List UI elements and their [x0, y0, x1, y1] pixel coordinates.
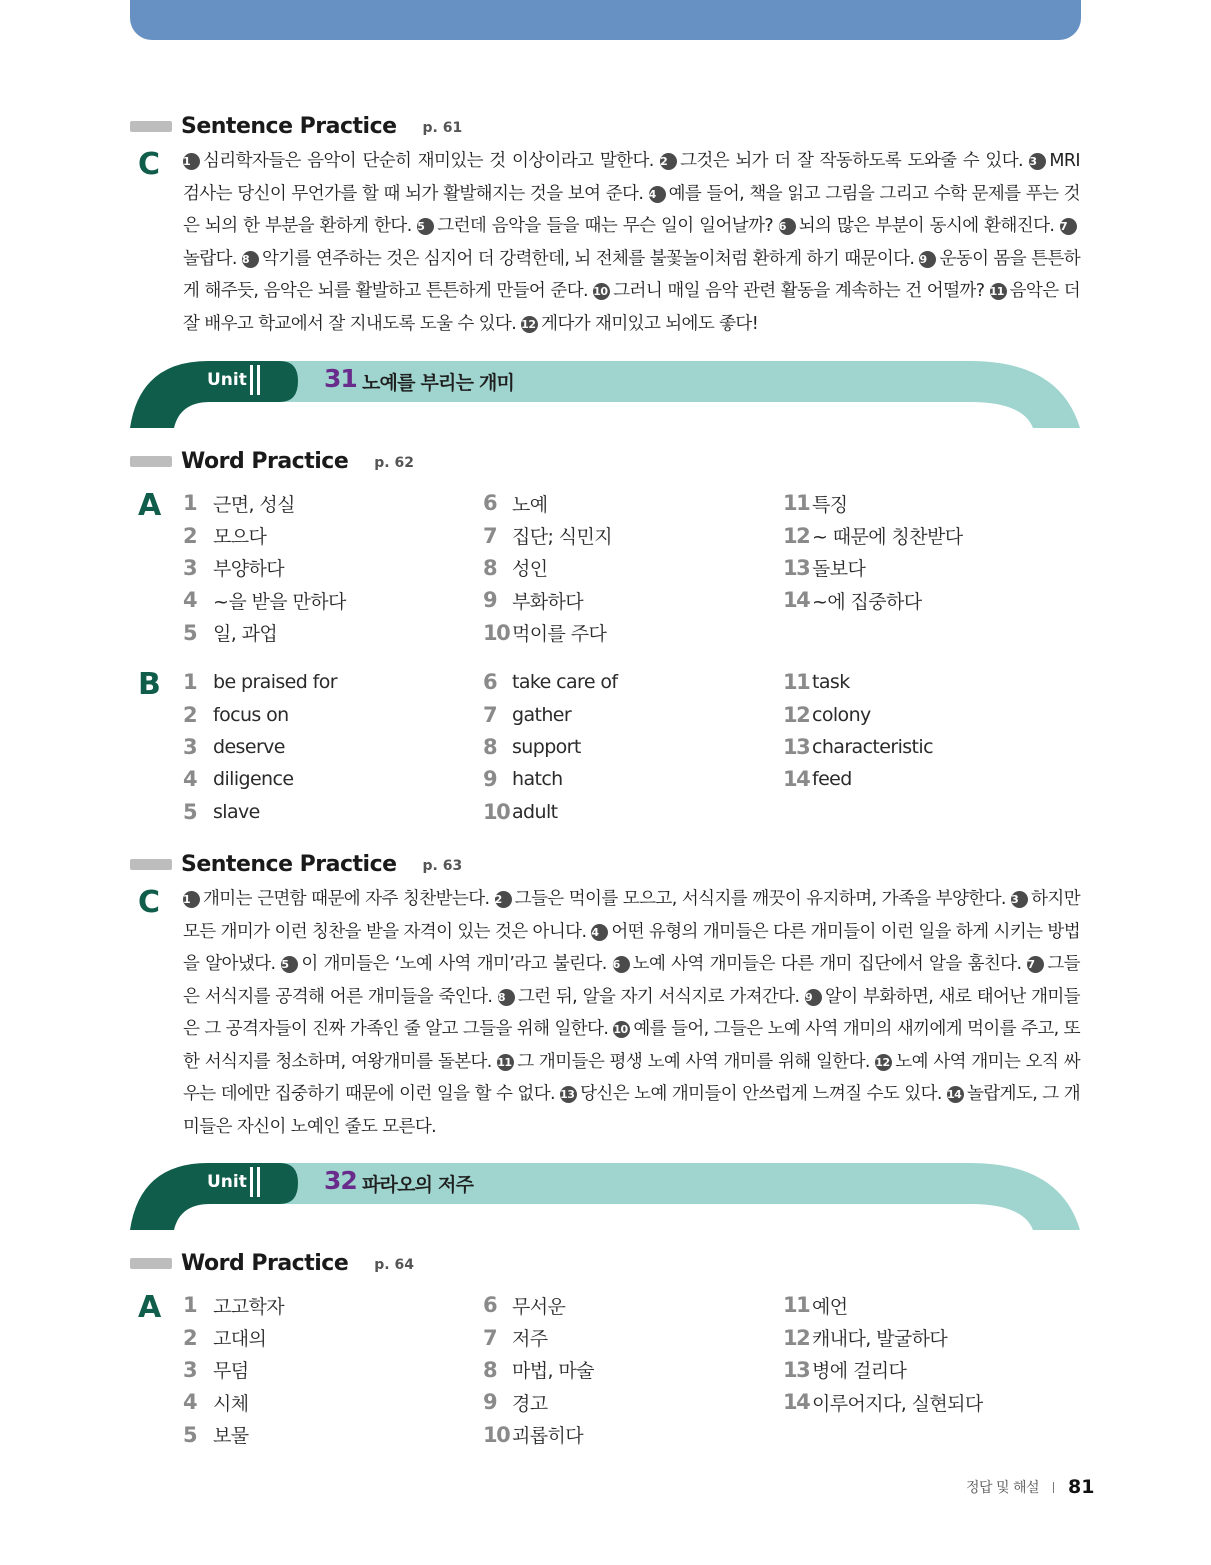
word-item: 5 보물	[183, 1422, 249, 1448]
word-column	[183, 487, 346, 649]
word-column	[483, 1289, 594, 1451]
sentence: 6 노예 사역 개미들은 다른 개미 집단에서 알을 훔친다.	[612, 954, 1022, 974]
sentence: 11 그 개미들은 평생 노예 사역 개미를 위해 일한다.	[497, 1051, 870, 1072]
sentence: 7 그들은 서식지를 공격해 어른 개미들을 죽인다.	[183, 954, 1080, 1007]
word-column	[783, 1289, 983, 1419]
sentence: 8 그런 뒤, 알을 자기 서식지로 가져간다.	[497, 986, 800, 1007]
section-title: Word Practice	[181, 1250, 349, 1276]
sentence: 3 하지만 모든 개미가 이런 칭찬을 받을 자격이 있는 것은 아니다.	[183, 889, 1080, 942]
word-item: 7 집단; 식민지	[483, 523, 613, 549]
word-item: 4 시체	[183, 1390, 249, 1415]
sentence: 9 운동이 몸을 튼튼하게 해주듯, 음악은 뇌를 활발하고 튼튼하게 만들어 준다.	[183, 248, 1081, 301]
section-heading-word-practice-64	[130, 1248, 414, 1278]
circled-number-icon: 11	[990, 283, 1007, 300]
word-item: 12 캐내다, 발굴하다	[783, 1325, 948, 1351]
word-column	[783, 487, 962, 617]
word-item: 13 characteristic	[783, 734, 933, 759]
sentence: 5 그런데 음악을 들을 때는 무슨 일이 일어날까?	[417, 216, 774, 236]
unit-number: 32	[324, 1166, 357, 1195]
heading-bar-icon	[130, 859, 172, 870]
circled-number-icon: 6	[613, 956, 630, 973]
word-item: 8 성인	[483, 555, 548, 581]
heading-bar-icon	[130, 456, 172, 467]
circled-number-icon: 1	[183, 891, 200, 908]
word-item: 1 고고학자	[183, 1293, 285, 1318]
word-item: 10 adult	[483, 799, 558, 824]
word-item: 8 마법, 마술	[483, 1357, 594, 1383]
sentence: 11 음악은 더 잘 배우고 학교에서 잘 지내도록 도울 수 있다.	[183, 281, 1081, 334]
word-item: 9 경고	[483, 1390, 548, 1415]
sentence: 10 예를 들어, 그들은 노예 사역 개미의 새끼에게 먹이를 주고, 또한 서식지를 청소하며, 여왕개미를 돌본다.	[183, 1019, 1080, 1072]
circled-number-icon: 5	[281, 956, 298, 973]
sentence: 2 그들은 먹이를 모으고, 서식지를 깨끗이 유지하며, 가족을 부양한다.	[494, 889, 1006, 909]
sentence: 6 뇌의 많은 부분이 동시에 환해진다.	[778, 216, 1055, 236]
unit-title: 파라오의 저주	[362, 1174, 474, 1196]
unit-banner-31	[130, 360, 1081, 428]
sentence: 7놀랍다.	[183, 216, 1080, 269]
word-item: 2 고대의	[183, 1325, 267, 1351]
page-ref: p. 61	[422, 119, 463, 136]
unit-banner-shape-icon	[130, 360, 1081, 428]
page-footer	[966, 1476, 1094, 1498]
word-item: 13 돌보다	[783, 555, 866, 581]
word-item: 10 괴롭히다	[483, 1422, 584, 1448]
word-item: 14 feed	[783, 767, 852, 792]
word-item: 6 무서운	[483, 1293, 566, 1318]
sentence-paragraph-61	[183, 145, 1080, 340]
word-item: 5 slave	[183, 799, 260, 824]
word-item: 12 colony	[783, 702, 871, 727]
section-title: Sentence Practice	[181, 113, 397, 139]
circled-number-icon: 4	[649, 186, 666, 203]
page-ref: p. 62	[374, 454, 414, 471]
section-title: Sentence Practice	[181, 851, 397, 877]
unit-divider-icon	[250, 1167, 262, 1197]
circled-number-icon: 7	[1060, 218, 1077, 235]
sentence: 4 예를 들어, 책을 읽고 그림을 그리고 수학 문제를 푸는 것은 뇌의 한 부분을 환하게 한다.	[183, 183, 1080, 236]
footer-divider	[1053, 1482, 1054, 1493]
circled-number-icon: 12	[875, 1054, 892, 1071]
word-item: 14 ~에 집중하다	[783, 588, 922, 613]
sentence: 5 이 개미들은 ‘노예 사역 개미’라고 불린다.	[281, 954, 607, 974]
word-item: 6 노예	[483, 491, 548, 516]
word-item: 4 diligence	[183, 767, 294, 792]
unit-number: 31	[324, 364, 357, 393]
sentence: 12 게다가 재미있고 뇌에도 좋다!	[521, 313, 759, 334]
word-item: 9 hatch	[483, 767, 563, 792]
circled-number-icon: 12	[521, 316, 538, 333]
sentence: 3 MRI 검사는 당신이 무언가를 할 때 뇌가 활발해지는 것을 보여 준다.	[183, 151, 1080, 204]
word-column	[483, 666, 617, 828]
heading-bar-icon	[130, 121, 172, 132]
word-column	[783, 666, 933, 796]
circled-number-icon: 8	[498, 989, 515, 1006]
circled-number-icon: 6	[779, 218, 796, 235]
circled-number-icon: 3	[1029, 153, 1046, 170]
word-item: 11 특징	[783, 491, 848, 516]
section-heading-sentence-practice-63	[130, 849, 462, 879]
word-item: 11 예언	[783, 1293, 848, 1318]
circled-number-icon: 10	[613, 1021, 630, 1038]
sentence: 12 노예 사역 개미는 오직 싸우는 데에만 집중하기 때문에 이런 일을 할 수 없다.	[183, 1051, 1081, 1104]
section-letter-c: C	[138, 147, 161, 182]
word-item: 2 focus on	[183, 702, 289, 727]
unit-divider-icon	[250, 365, 262, 395]
word-item: 4 ~을 받을 만하다	[183, 588, 346, 613]
circled-number-icon: 9	[805, 989, 822, 1006]
top-header-bar	[130, 0, 1081, 40]
sentence: 4 어떤 유형의 개미들은 다른 개미들이 이런 일을 하게 시키는 방법을 알아냈다.	[183, 921, 1080, 974]
unit-title: 노예를 부리는 개미	[362, 372, 515, 394]
circled-number-icon: 13	[560, 1086, 577, 1103]
circled-number-icon: 9	[919, 251, 936, 268]
word-column	[483, 487, 612, 649]
page-ref: p. 64	[374, 1256, 414, 1273]
word-item: 8 support	[483, 734, 581, 759]
sentence: 10 그러니 매일 음악 관련 활동을 계속하는 건 어떨까?	[593, 281, 985, 301]
sentence: 1 개미는 근면함 때문에 자주 칭찬받는다.	[183, 889, 490, 909]
sentence: 8 악기를 연주하는 것은 심지어 더 강력한데, 뇌 전체를 불꽃놀이처럼 환하게 하기 때문이다.	[241, 248, 915, 269]
circled-number-icon: 3	[1011, 891, 1028, 908]
word-item: 1 근면, 성실	[183, 491, 295, 516]
word-item: 5 일, 과업	[183, 620, 278, 646]
page-number: 81	[1068, 1476, 1095, 1498]
section-title: Word Practice	[181, 448, 349, 474]
word-item: 7 저주	[483, 1325, 548, 1351]
section-letter-a: A	[138, 1290, 162, 1325]
section-letter-b: B	[138, 667, 161, 702]
sentence: 9 알이 부화하면, 새로 태어난 개미들은 그 공격자들이 진짜 가족인 줄 알고 그들을 위해 일한다.	[183, 986, 1080, 1039]
unit-label: Unit	[207, 370, 247, 390]
word-item: 3 deserve	[183, 734, 285, 759]
circled-number-icon: 2	[660, 153, 677, 170]
sentence: 1 심리학자들은 음악이 단순히 재미있는 것 이상이라고 말한다.	[183, 151, 654, 171]
word-column	[183, 666, 337, 828]
word-item: 9 부화하다	[483, 588, 584, 613]
word-item: 11 task	[783, 670, 850, 695]
unit-label: Unit	[207, 1172, 247, 1192]
sentence: 13 당신은 노예 개미들이 안쓰럽게 느껴질 수도 있다.	[560, 1084, 942, 1104]
word-item: 1 be praised for	[183, 670, 337, 695]
circled-number-icon: 5	[417, 218, 434, 235]
word-item: 6 take care of	[483, 670, 618, 695]
word-item: 12 ~ 때문에 칭찬받다	[783, 523, 963, 549]
sentence: 14 놀랍게도, 그 개미들은 자신이 노예인 줄도 모른다.	[183, 1084, 1081, 1137]
word-item: 14 이루어지다, 실현되다	[783, 1390, 983, 1415]
heading-bar-icon	[130, 1258, 172, 1269]
section-letter-c: C	[138, 885, 161, 920]
footer-label: 정답 및 해설	[966, 1480, 1040, 1496]
word-item: 2 모으다	[183, 523, 267, 549]
section-letter-a: A	[138, 488, 162, 523]
word-item: 13 병에 걸리다	[783, 1357, 907, 1383]
circled-number-icon: 8	[242, 251, 259, 268]
circled-number-icon: 7	[1027, 956, 1044, 973]
circled-number-icon: 2	[495, 891, 512, 908]
word-item: 3 부양하다	[183, 555, 285, 581]
circled-number-icon: 10	[593, 283, 610, 300]
sentence: 2 그것은 뇌가 더 잘 작동하도록 도와줄 수 있다.	[660, 151, 1024, 171]
circled-number-icon: 14	[947, 1086, 964, 1103]
unit-banner-32	[130, 1162, 1081, 1230]
page-ref: p. 63	[422, 857, 463, 874]
unit-banner-shape-icon	[130, 1162, 1081, 1230]
word-column	[183, 1289, 284, 1451]
word-item: 7 gather	[483, 702, 572, 727]
word-item: 10 먹이를 주다	[483, 620, 607, 646]
section-heading-word-practice-62	[130, 446, 414, 476]
circled-number-icon: 1	[183, 153, 200, 170]
sentence-paragraph-63	[183, 883, 1080, 1143]
circled-number-icon: 11	[497, 1054, 514, 1071]
circled-number-icon: 4	[591, 924, 608, 941]
section-heading-sentence-practice-61	[130, 111, 462, 141]
word-item: 3 무덤	[183, 1357, 249, 1383]
